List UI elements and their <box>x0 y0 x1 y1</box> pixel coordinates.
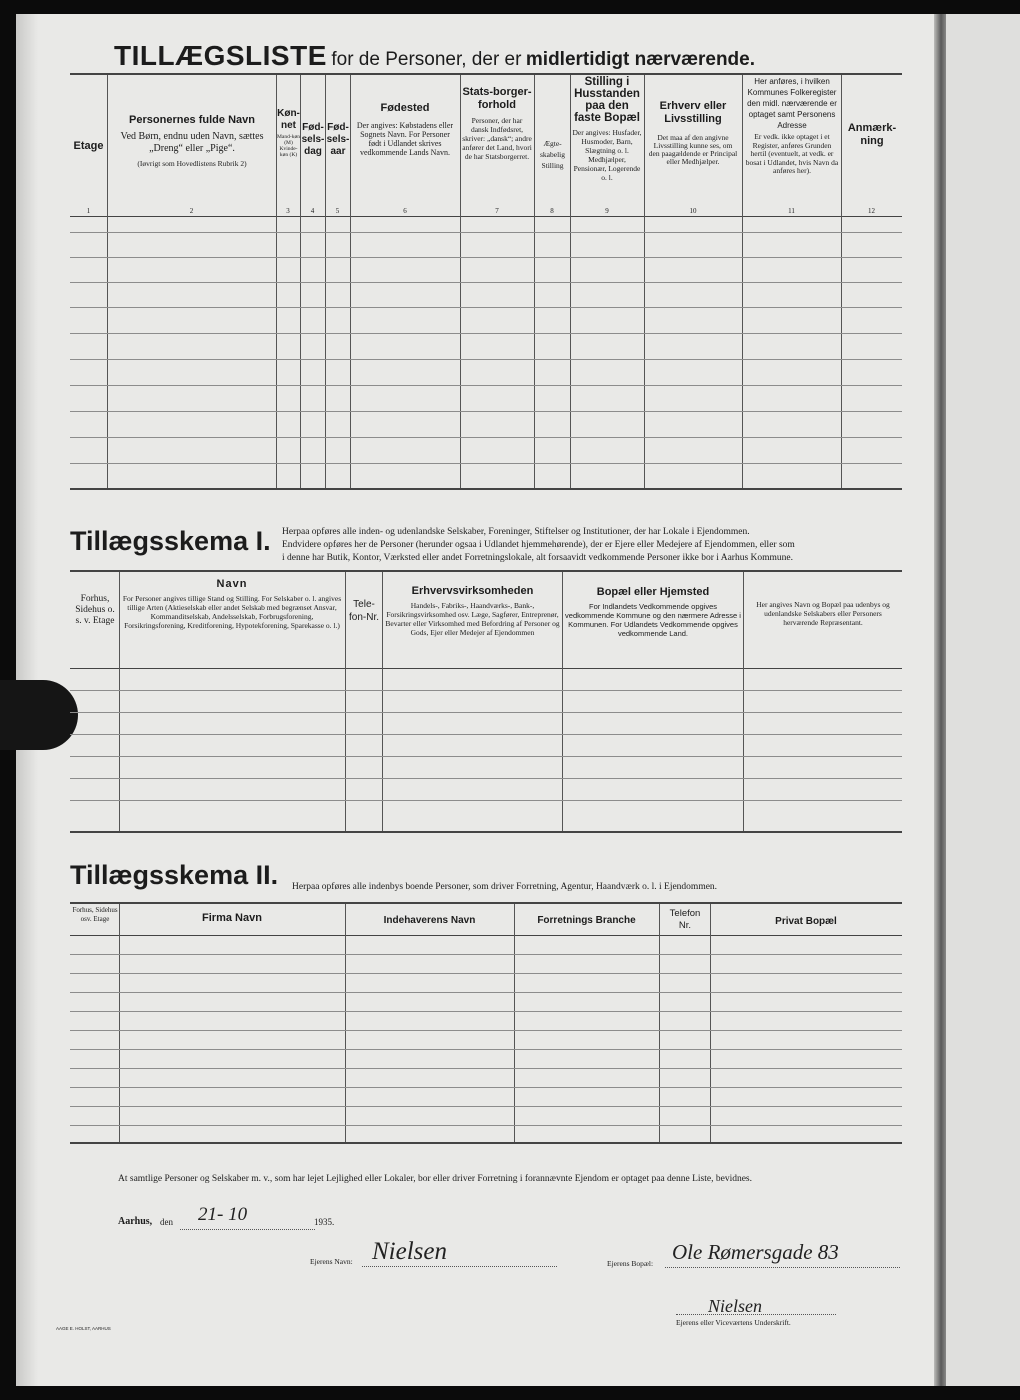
col-etage-header: Etage <box>73 140 104 152</box>
title-bold: midlertidigt nærværende. <box>525 49 756 70</box>
skema1-col-erhverv: Erhvervsvirksomheden Handels-, Fabriks-, Haandværks-, Bank-, Forsikringsvirksomhed osv. Læge, Sagfører, Entreprenør, Bevarter eller Virksomhed med Befordring af Personer og Gods, Ejer eller Medejer af Ejendommen <box>385 585 560 637</box>
skema2-col-indehaver: Indehaverens Navn <box>383 915 476 926</box>
signature-handwritten: Nielsen <box>708 1296 762 1316</box>
signature-label: Ejerens eller Viceværtens Underskrift. <box>676 1318 791 1327</box>
col-num: 8 <box>550 207 554 215</box>
owner-address-label: Ejerens Bopæl: <box>607 1259 654 1268</box>
col-birthplace-header: Fødested Der angives: Købstadens eller Sognets Navn. For Personer født i Udlandet skrives vedkommende Lands Navn. <box>356 102 454 157</box>
printer-imprint: AAGE E. HOLST, AARHUS <box>56 1326 111 1331</box>
skema2-col-branche: Forretnings Branche <box>537 915 636 926</box>
skema2-description: Herpaa opføres alle indenbys boende Personer, som driver Forretning, Agentur, Haandværk o. l. i Ejendommen. <box>292 882 718 892</box>
col-num: 7 <box>495 207 499 215</box>
binder-clip <box>0 680 78 750</box>
skema1-col-navn: Navn For Personer angives tillige Stand og Stilling. For Selskaber o. l. angives tillige Arten (Aktieselskab eller andet Selskab med begrænset Ansvar, Kommanditselskab, Andelsselskab, Forbrugsforening, Forsikringsforening, Kreditforening, Hypotekforening, Sparekasse o. l.) <box>122 578 342 630</box>
skema2-col-telefon: Telefon Nr. <box>669 908 701 931</box>
page-title <box>114 40 755 72</box>
year-label: 1935. <box>314 1217 335 1227</box>
attestation-statement: At samtlige Personer og Selskaber m. v., som har lejet Lejlighed eller Lokaler, bor eller driver Forretning i forannævnte Ejendom er optaget paa denne Liste, bevidnes. <box>118 1174 752 1184</box>
owner-name-label: Ejerens Navn: <box>310 1257 353 1266</box>
col-birthyear-header: Fød-sels-aar <box>326 122 350 157</box>
owner-address-line <box>665 1267 900 1268</box>
skema1-col-telefon: Tele-fon-Nr. <box>348 599 379 623</box>
skema1-col-bopael: Bopæl eller Hjemsted For Indlandets Vedkommende opgives vedkommende Kommune og den nærmere Adresse i Kommunen. For Udlandets Vedkommende opgives vedkommende Land. <box>565 586 741 638</box>
signature-line <box>676 1314 836 1315</box>
col-occupation-header: Erhverv eller Livsstilling Det maa af den angivne Livsstilling kunne ses, om den paagældende er Principal eller Medhjælper. <box>648 100 738 166</box>
city-label: Aarhus, <box>118 1216 153 1227</box>
col-household-header: Stilling i Husstanden paa den faste Bopæl Der angives: Husfader, Husmoder, Barn, Slægtning o. l. Medhjælper, Pensionær, Logerende o. l. <box>572 76 642 182</box>
col-num: 9 <box>605 207 609 215</box>
skema1-col-representative: Her angives Navn og Bopæl paa udenbys og udenlandske Selskabers eller Personers herværende Repræsentant. <box>756 600 890 627</box>
skema2-col-bopael: Privat Bopæl <box>775 916 837 927</box>
col-citizenship-header: Stats-borger-forhold Personer, der har dansk Indfødsret, skriver: „dansk“; andre anfører det Land, hvori de har Statsborgerret. <box>462 86 532 161</box>
owner-address-handwritten: Ole Rømersgade 83 <box>672 1240 839 1264</box>
col-num: 10 <box>689 207 697 215</box>
skema1-col-etage: Forhus, Sidehus o. s. v. Etage <box>75 594 115 626</box>
col-birthday-header: Fød-sels-dag <box>301 122 325 157</box>
col-num: 12 <box>868 207 875 215</box>
col-remark-header: Anmærk-ning <box>847 122 897 147</box>
skema1-title: Tillægsskema I. <box>70 526 271 556</box>
col-num: 1 <box>86 207 91 215</box>
col-name-header: Personernes fulde Navn Ved Børn, endnu uden Navn, sættes „Dreng“ eller „Pige“. (Iøvrigt som Hovedlistens Rubrik 2) <box>120 114 264 168</box>
date-handwritten: 21- 10 <box>198 1204 248 1225</box>
skema2-col-etage: Forhus, Sidehus osv. Etage <box>72 906 118 923</box>
col-marital-header: Ægte-skabelig Stilling <box>540 139 565 170</box>
title-rest: for de Personer, der er <box>331 49 522 70</box>
col-gender-header: Køn-net Mand-køn (M) Kvinde-køn (K) <box>277 108 300 158</box>
title-main: TILLÆGSLISTE <box>114 40 327 71</box>
skema1-description: Herpaa opføres alle inden- og udenlandske Selskaber, Foreninger, Stiftelser og Institutioner, der har Lokale i Ejendommen. Endvidere opføres her de Personer (herunder ogsaa i Udlandet hjemmehørende), der er Ejere eller Medejere af Ejendommen, eller som i denne har Butik, Kontor, Værksted eller andet Forretningslokale, alt forsaavidt vedkommende Personer ikke bor i Aarhus Kommune. <box>282 527 795 563</box>
owner-name-line <box>362 1266 557 1267</box>
den-label: den <box>160 1217 173 1227</box>
date-line <box>180 1229 315 1230</box>
owner-name-handwritten: Nielsen <box>372 1238 447 1265</box>
col-num: 4 <box>310 207 315 215</box>
col-num: 5 <box>335 207 340 215</box>
skema2-col-firma: Firma Navn <box>202 912 262 924</box>
col-num: 11 <box>788 207 795 215</box>
skema2-title: Tillægsskema II. <box>70 860 279 890</box>
col-num: 2 <box>189 207 194 215</box>
col-num: 6 <box>403 207 407 215</box>
facing-page <box>946 14 1020 1386</box>
col-register-header: Her anføres, i hvilken Kommunes Folkeregister den midl. nærværende er optaget samt Personens Adresse Er vedk. ikke optaget i et Register, anføres Grunden hertil (eventuelt, at vedk. er bosat i Udlandet, hvis Navn da anføres her). <box>745 77 839 175</box>
col-num: 3 <box>286 207 290 215</box>
